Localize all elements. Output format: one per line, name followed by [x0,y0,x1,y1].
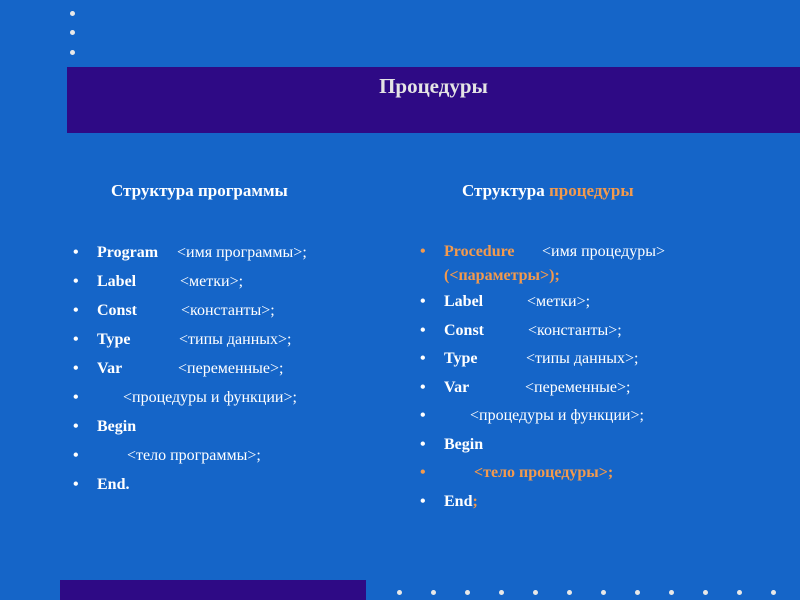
bottom-band [60,580,366,600]
decor-dot [397,590,402,595]
decor-dot [431,590,436,595]
list-item: • Procedure <имя процедуры> (<параметры>); [420,240,665,288]
decor-dot [499,590,504,595]
decor-dot [601,590,606,595]
list-item: • Const <константы>; [420,317,665,346]
list-item: • <тело процедуры>; [420,459,665,488]
list-item: • Const <константы>; [73,296,307,325]
program-structure-heading: Структура программы [111,181,288,200]
list-item: • Begin [420,431,665,460]
decor-dot [70,11,75,16]
list-item: • Type <типы данных>; [420,345,665,374]
decor-dot [771,590,776,595]
list-item: • <процедуры и функции>; [73,383,307,412]
list-item: • Begin [73,412,307,441]
decor-dot [533,590,538,595]
decor-dot [70,30,75,35]
list-item: • <процедуры и функции>; [420,402,665,431]
decor-dot [669,590,674,595]
list-item: • Type <типы данных>; [73,325,307,354]
list-item: • Label <метки>; [420,288,665,317]
list-item: • Var <переменные>; [420,374,665,403]
decor-dot [703,590,708,595]
decor-dot [567,590,572,595]
slide-title: Процедуры [379,74,488,98]
list-item: • Program <имя программы>; [73,238,307,267]
procedure-structure-heading: Структура процедуры [462,181,634,200]
list-item: • End. [73,470,307,499]
decor-dot [635,590,640,595]
decor-dot [465,590,470,595]
list-item: • <тело программы>; [73,441,307,470]
program-structure-list [73,238,307,499]
title-band [67,67,800,133]
procedure-structure-list [420,240,665,516]
list-item: • Label <метки>; [73,267,307,296]
decor-dot [70,50,75,55]
list-item: • End; [420,488,665,517]
list-item: • Var <переменные>; [73,354,307,383]
decor-dot [737,590,742,595]
